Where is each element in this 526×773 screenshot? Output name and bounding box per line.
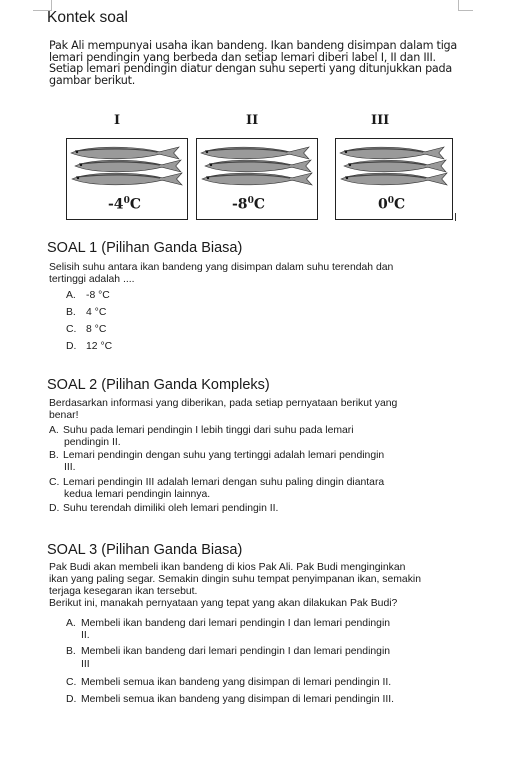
soal1-question-line1: Selisih suhu antara ikan bandeng yang disimpan dalam suhu terendah dan — [49, 262, 394, 273]
soal1-option-d[interactable]: D. 12 °C — [66, 341, 113, 352]
soal3-paragraph-line3: terjaga kesegaran ikan tersebut. — [49, 586, 198, 597]
soal3-paragraph-line2: ikan yang paling segar. Semakin dingin suhu tempat penyimpanan ikan, semakin — [49, 574, 421, 585]
soal2-option-c[interactable]: C. Lemari pendingin III adalah lemari dengan suhu paling dingin diantara — [49, 477, 385, 488]
page-title: Kontek soal — [47, 9, 128, 26]
figure-edge-tick — [455, 213, 456, 221]
intro-paragraph: Pak Ali mempunyai usaha ikan bandeng. Ikan bandeng disimpan dalam tiga lemari pendingin yang berbeda dan setiap lemari diberi label I, II dan III. Setiap lemari pendingin diatur dengan suhu seperti yang ditunjukkan pada gambar berikut. — [49, 39, 458, 87]
soal1-option-b[interactable]: B. 4 °C — [66, 307, 107, 318]
fish-image — [336, 139, 454, 199]
fridge-label-2: II — [246, 113, 259, 128]
fridge-label-3: III — [371, 113, 390, 128]
page-corner-mark-right — [458, 0, 473, 11]
fish-shape — [72, 173, 182, 185]
fridge-label-1: I — [114, 113, 121, 128]
soal1-option-c[interactable]: C. 8 °C — [66, 324, 107, 335]
soal1-option-a[interactable]: A. -8 °C — [66, 290, 110, 301]
fish-shape — [340, 147, 444, 159]
soal2-option-c-cont: kedua lemari pendingin lainnya. — [64, 489, 211, 500]
fridge-temp-2: $-8^0C$ — [232, 196, 265, 213]
fish-shape — [205, 160, 311, 172]
soal2-option-d[interactable]: D. Suhu terendah dimiliki oleh lemari pendingin II. — [49, 503, 279, 514]
fish-shape — [344, 160, 446, 172]
soal3-option-a[interactable]: A. Membeli ikan bandeng dari lemari pendingin I dan lemari pendingin — [66, 618, 391, 629]
fish-shape — [202, 173, 312, 185]
fish-shape — [75, 160, 181, 172]
fish-shape — [341, 173, 447, 185]
fish-shape — [201, 147, 309, 159]
soal2-question-line1: Berdasarkan informasi yang diberikan, pada setiap pernyataan berikut yang — [49, 398, 398, 409]
soal3-question: Berikut ini, manakah pernyataan yang tepat yang akan dilakukan Pak Budi? — [49, 598, 398, 609]
soal3-option-c[interactable]: C. Membeli semua ikan bandeng yang disimpan di lemari pendingin II. — [66, 677, 392, 688]
soal3-option-a-cont: II. — [81, 630, 90, 641]
soal2-heading: SOAL 2 (Pilihan Ganda Kompleks) — [47, 377, 270, 393]
soal1-question-line2: tertinggi adalah .... — [49, 274, 135, 285]
fish-image — [197, 139, 319, 199]
soal2-option-b[interactable]: B. Lemari pendingin dengan suhu yang tertinggi adalah lemari pendingin — [49, 450, 385, 461]
soal3-option-b-cont: III — [81, 659, 90, 670]
soal3-paragraph-line1: Pak Budi akan membeli ikan bandeng di kios Pak Ali. Pak Budi menginginkan — [49, 562, 406, 573]
fish-shape — [71, 147, 179, 159]
soal2-question-line2: benar! — [49, 410, 79, 421]
soal2-option-b-cont: III. — [64, 462, 76, 473]
fridge-temp-3: $0^0C$ — [378, 196, 406, 213]
soal1-heading: SOAL 1 (Pilihan Ganda Biasa) — [47, 240, 243, 256]
soal3-heading: SOAL 3 (Pilihan Ganda Biasa) — [47, 542, 243, 558]
soal3-option-b[interactable]: B. Membeli ikan bandeng dari lemari pendingin I dan lemari pendingin — [66, 646, 391, 657]
soal2-option-a[interactable]: A. Suhu pada lemari pendingin I lebih tinggi dari suhu pada lemari — [49, 425, 354, 436]
fridge-temp-1: $-4^0C$ — [108, 196, 141, 213]
soal2-option-a-cont: pendingin II. — [64, 437, 121, 448]
fish-image — [67, 139, 189, 199]
soal3-option-d[interactable]: D. Membeli semua ikan bandeng yang disimpan di lemari pendingin III. — [66, 694, 395, 705]
